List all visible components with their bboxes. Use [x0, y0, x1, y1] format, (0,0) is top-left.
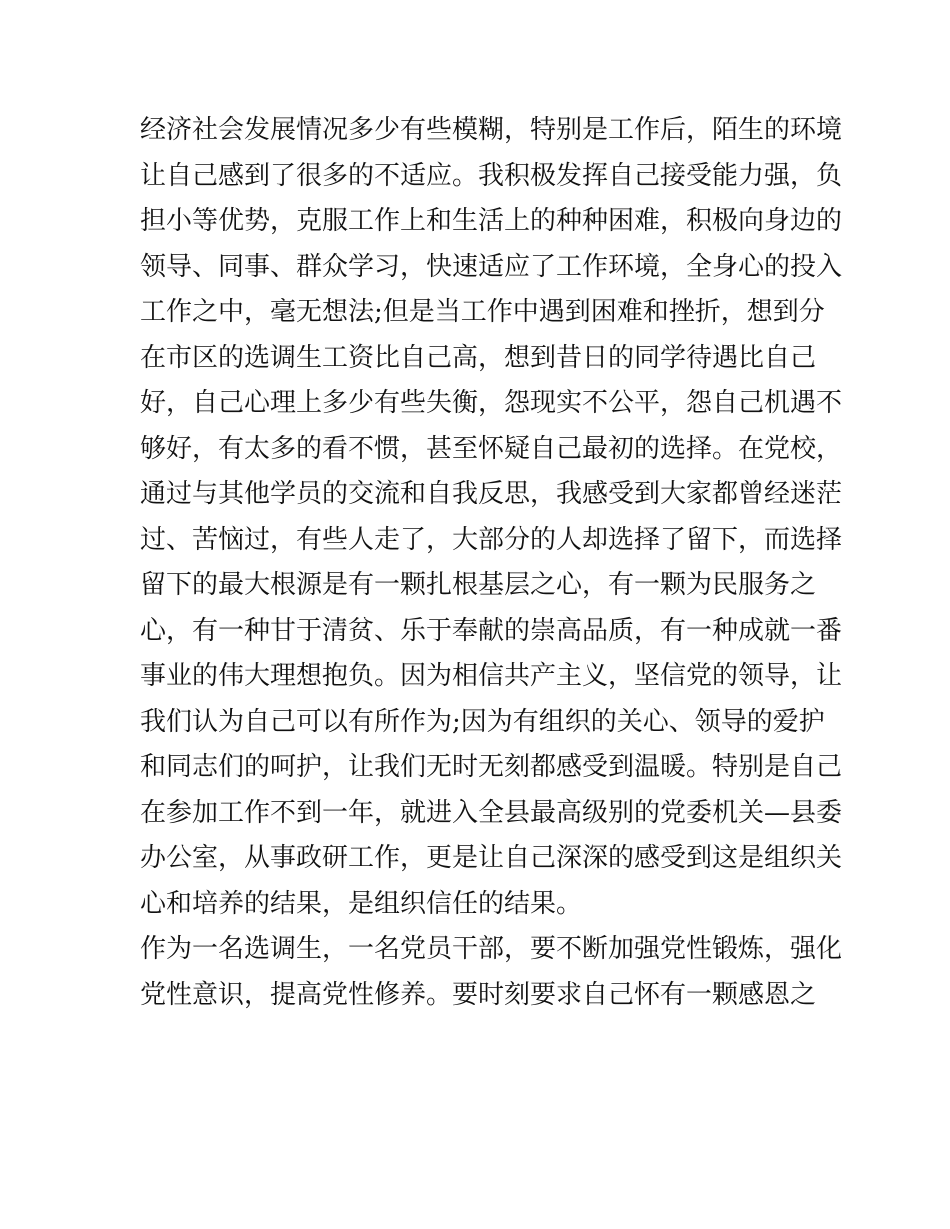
text-line: 心，有一种甘于清贫、乐于奉献的崇高品质，有一种成就一番: [140, 615, 843, 646]
text-line: 工作之中，毫无想法;但是当工作中遇到困难和挫折，想到分: [140, 297, 825, 327]
text-line: 作为一名选调生，一名党员干部，要不断加强党性锻炼，强化: [140, 934, 843, 964]
text-line: 心和培养的结果，是组织信任的结果。: [140, 888, 583, 919]
text-line: 事业的伟大理想抱负。因为相信共产主义，坚信党的领导，让: [140, 661, 843, 691]
document-text: [140, 108, 843, 1018]
text-line: 党性意识，提高党性修养。要时刻要求自己怀有一颗感恩之: [140, 979, 817, 1010]
text-line: 在市区的选调生工资比自己高，想到昔日的同学待遇比自己: [140, 342, 817, 373]
text-line: 在参加工作不到一年，就进入全县最高级别的党委机关—县委: [140, 797, 843, 828]
text-line: 办公室，从事政研工作，更是让自己深深的感受到这是组织关: [140, 843, 843, 873]
text-line: 够好，有太多的看不惯，甚至怀疑自己最初的选择。在党校，: [140, 433, 843, 464]
text-line: 我们认为自己可以有所作为;因为有组织的关心、领导的爱护: [140, 706, 825, 737]
text-line: 和同志们的呵护，让我们无时无刻都感受到温暖。特别是自己: [140, 752, 843, 782]
text-line: 领导、同事、群众学习，快速适应了工作环境，全身心的投入: [140, 251, 843, 282]
text-line: 让自己感到了很多的不适应。我积极发挥自己接受能力强，负: [140, 160, 843, 191]
text-line: 通过与其他学员的交流和自我反思，我感受到大家都曾经迷茫: [140, 479, 843, 509]
text-line: 留下的最大根源是有一颗扎根基层之心，有一颗为民服务之: [140, 570, 817, 600]
text-line: 过、苦恼过，有些人走了，大部分的人却选择了留下，而选择: [140, 524, 843, 555]
text-line: 好，自己心理上多少有些失衡，怨现实不公平，怨自己机遇不: [140, 388, 843, 418]
text-line: 经济社会发展情况多少有些模糊，特别是工作后，陌生的环境: [140, 115, 843, 145]
text-line: 担小等优势，克服工作上和生活上的种种困难，积极向身边的: [140, 206, 843, 236]
